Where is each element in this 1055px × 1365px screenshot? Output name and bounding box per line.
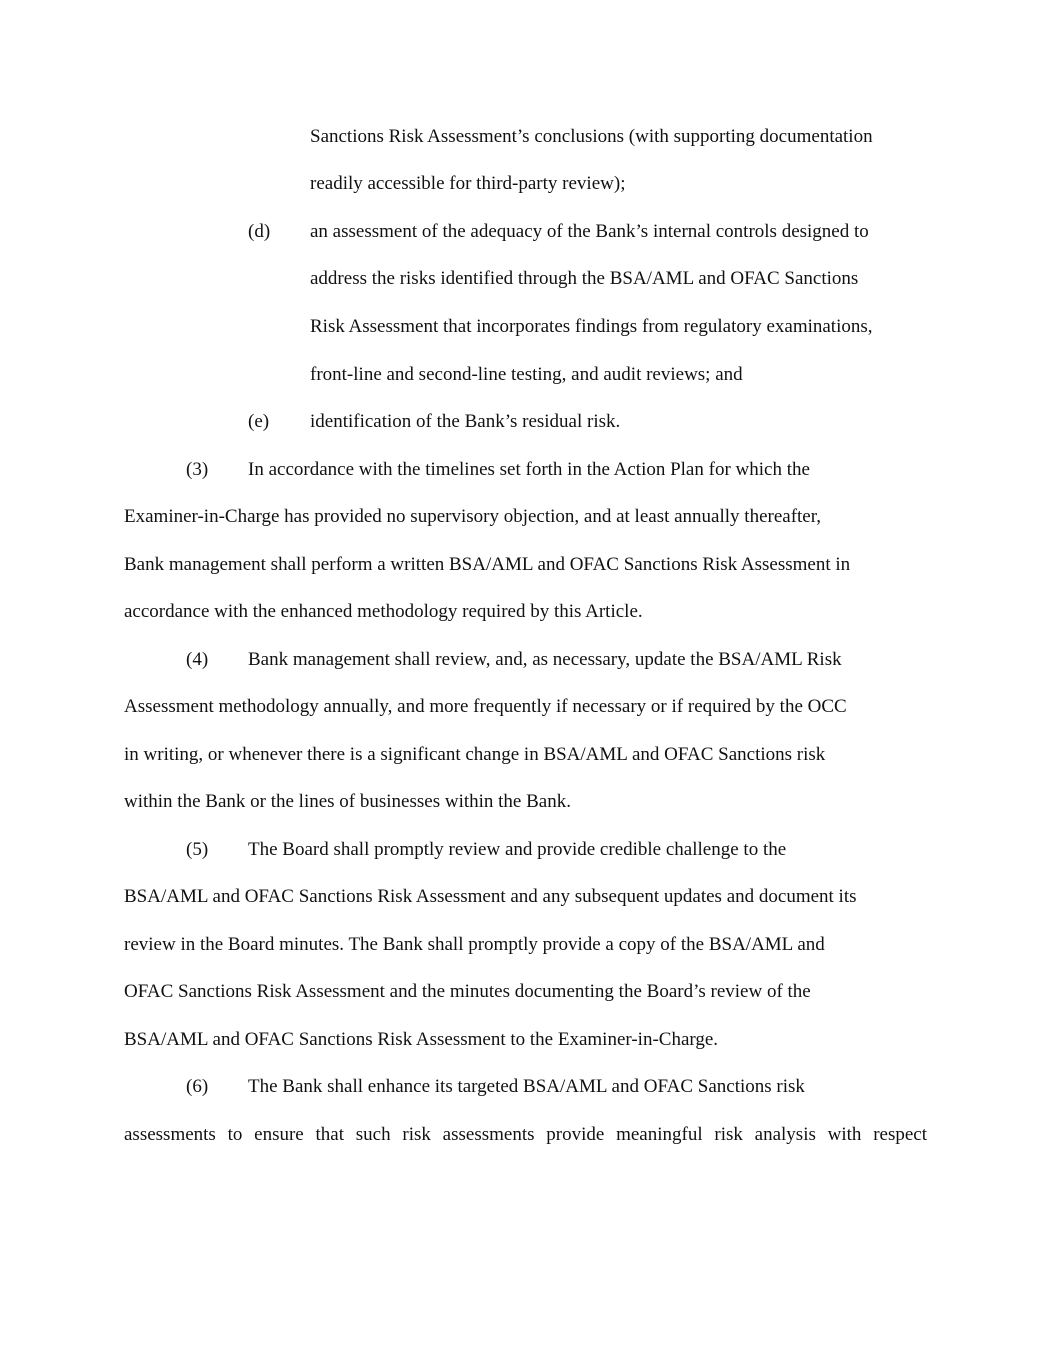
text-line: accordance with the enhanced methodology required by this Article. [124, 601, 643, 622]
text-line: Sanctions Risk Assessment’s conclusions (with supporting documentation [310, 126, 873, 147]
paragraph-number: (4) [186, 649, 209, 670]
text-line: The Board shall promptly review and provide credible challenge to the [248, 839, 787, 860]
text-line: review in the Board minutes. The Bank shall promptly provide a copy of the BSA/AML and [124, 934, 825, 955]
text-line: Risk Assessment that incorporates findings from regulatory examinations, [310, 316, 873, 337]
text-line: BSA/AML and OFAC Sanctions Risk Assessment to the Examiner-in-Charge. [124, 1029, 719, 1050]
item-label: (d) [248, 221, 271, 242]
text-line: identification of the Bank’s residual risk. [310, 411, 621, 432]
text-line: Bank management shall perform a written BSA/AML and OFAC Sanctions Risk Assessment in [124, 554, 851, 575]
text-line: within the Bank or the lines of businesses within the Bank. [124, 791, 571, 812]
text-line: address the risks identified through the BSA/AML and OFAC Sanctions [310, 268, 859, 289]
item-label: (e) [248, 411, 270, 432]
text-line: in writing, or whenever there is a significant change in BSA/AML and OFAC Sanctions risk [124, 744, 826, 765]
text-line: The Bank shall enhance its targeted BSA/AML and OFAC Sanctions risk [248, 1076, 805, 1097]
text-line: Assessment methodology annually, and more frequently if necessary or if required by the OCC [124, 696, 847, 717]
text-line: readily accessible for third-party review); [310, 173, 626, 194]
paragraph-number: (6) [186, 1076, 209, 1097]
text-line: Bank management shall review, and, as necessary, update the BSA/AML Risk [248, 649, 842, 670]
text-line: In accordance with the timelines set forth in the Action Plan for which the [248, 459, 810, 480]
text-line: an assessment of the adequacy of the Bank’s internal controls designed to [310, 221, 869, 242]
text-line: assessments to ensure that such risk assessments provide meaningful risk analysis with respect [124, 1124, 927, 1145]
text-line: OFAC Sanctions Risk Assessment and the minutes documenting the Board’s review of the [124, 981, 811, 1002]
paragraph-number: (5) [186, 839, 209, 860]
text-line: front-line and second-line testing, and audit reviews; and [310, 364, 743, 385]
text-line: Examiner-in-Charge has provided no supervisory objection, and at least annually thereafter, [124, 506, 822, 527]
paragraph-number: (3) [186, 459, 209, 480]
text-line: BSA/AML and OFAC Sanctions Risk Assessment and any subsequent updates and document its [124, 886, 857, 907]
